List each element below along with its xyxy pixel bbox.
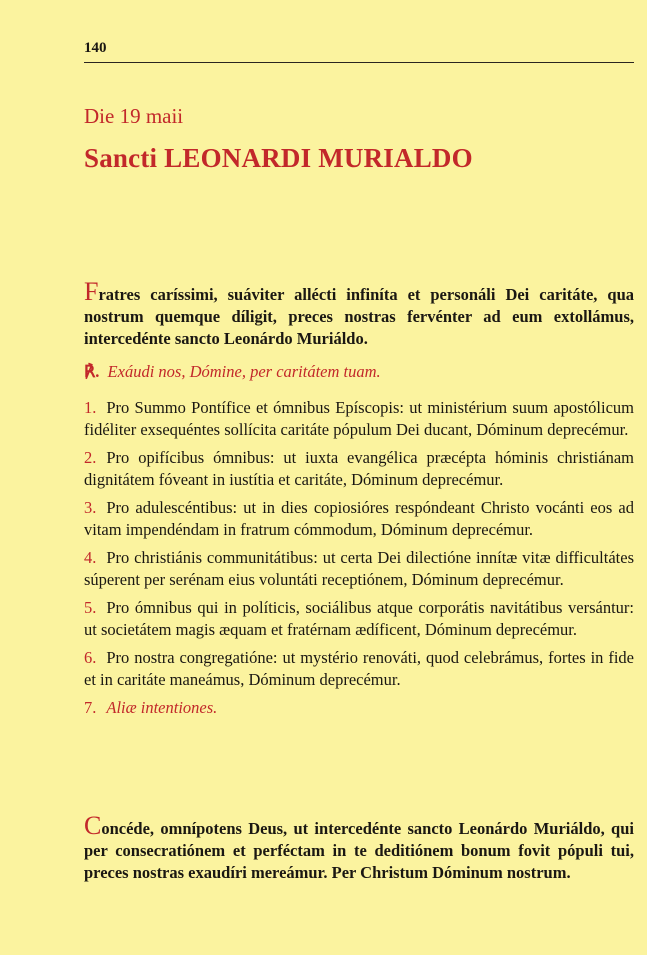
petition-number: 5. xyxy=(84,598,97,617)
petition-number: 2. xyxy=(84,448,97,467)
collect-initial: C xyxy=(84,811,102,840)
intro-initial: F xyxy=(84,277,99,306)
petition-item xyxy=(84,397,634,441)
petition-item xyxy=(84,597,634,641)
header-rule xyxy=(84,62,634,63)
page-number: 140 xyxy=(84,40,107,56)
petition-number: 6. xyxy=(84,648,97,667)
petition-number: 7. xyxy=(84,698,97,717)
intro-text: ratres caríssimi, suáviter allécti infiníta et personáli Dei caritáte, qua nostrum quemque díligit, preces nostras fervénter ad eum extollámus, intercedénte sancto Leonárdo Muriáldo. xyxy=(84,285,634,348)
petition-text: Aliæ intentiones. xyxy=(106,698,218,717)
petition-item xyxy=(84,447,634,491)
petition-text: Pro Summo Pontífice et ómnibus Epíscopis: ut ministérium suum apostólicum fidéliter exsequéntes sollícita caritáte pópulum Dei ducant, Dóminum deprecémur. xyxy=(84,398,634,439)
petition-text: Pro adulescéntibus: ut in dies copiosióres respóndeant Christo vocánti eos ad vitam impendéndam in fratrum cómmodum, Dóminum deprecémur. xyxy=(84,498,634,539)
introduction-paragraph xyxy=(84,277,634,350)
petition-text: Pro opifícibus ómnibus: ut iuxta evangélica præcépta hóminis christiánam dignitátem fóveant in iustítia et caritáte, Dóminum deprecémur. xyxy=(84,448,634,489)
feast-date: Die 19 maii xyxy=(84,104,184,128)
petition-item xyxy=(84,497,634,541)
petition-item xyxy=(84,697,634,719)
petition-item xyxy=(84,647,634,691)
response-text: Exáudi nos, Dómine, per caritátem tuam. xyxy=(107,362,381,381)
petition-item xyxy=(84,547,634,591)
response-line xyxy=(84,362,381,382)
petition-number: 4. xyxy=(84,548,97,567)
petitions-list xyxy=(84,397,634,725)
petition-number: 3. xyxy=(84,498,97,517)
petition-text: Pro ómnibus qui in políticis, sociálibus atque corporátis navitátibus versántur: ut societátem magis æquam et fratérnam ædíficent, Dóminum deprecémur. xyxy=(84,598,634,639)
petition-text: Pro christiánis communitátibus: ut certa Dei dilectióne innítæ vitæ difficultátes súperent per serénam eius voluntáti receptiónem, Dóminum deprecémur. xyxy=(84,548,634,589)
collect-text: oncéde, omnípotens Deus, ut intercedénte sancto Leonárdo Muriáldo, qui per consecratiónem et perféctam in te deditiónem bonum fovit pópuli tui, preces nostras exaudíri mereámur. Per Christum Dóminum nostrum. xyxy=(84,819,634,882)
petition-number: 1. xyxy=(84,398,97,417)
response-symbol: ℟. xyxy=(84,362,100,381)
collect-prayer xyxy=(84,811,634,884)
saint-title: Sancti LEONARDI MURIALDO xyxy=(84,143,473,173)
petition-text: Pro nostra congregatióne: ut mystério renováti, quod celebrámus, fortes in fide et in caritáte maneámus, Dóminum deprecémur. xyxy=(84,648,634,689)
